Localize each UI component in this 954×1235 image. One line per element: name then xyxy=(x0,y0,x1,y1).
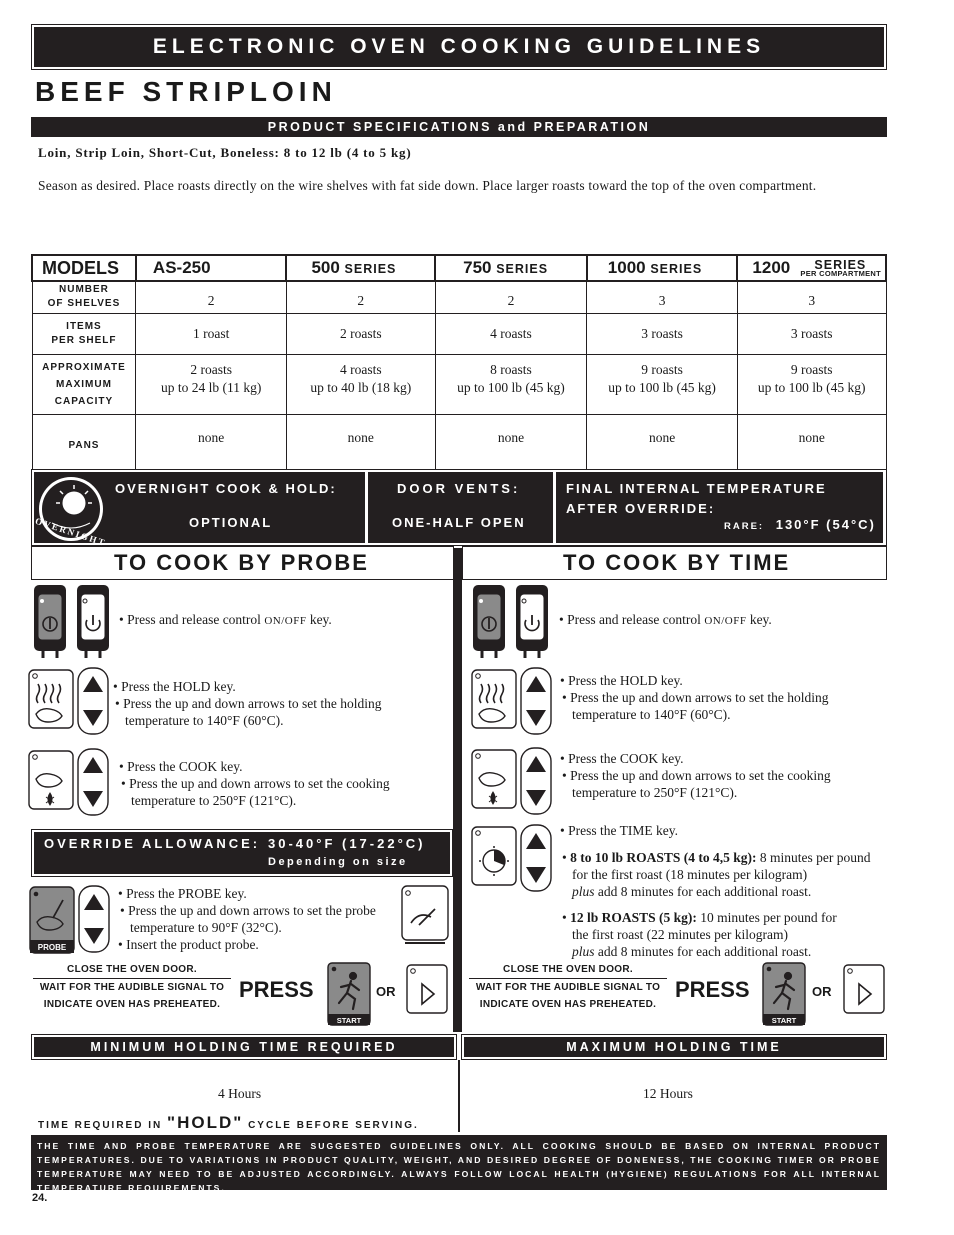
hold-note-key: "HOLD" xyxy=(167,1113,244,1132)
vents-value: ONE-HALF OPEN xyxy=(392,515,526,530)
table-cell: 3 xyxy=(737,281,886,313)
step-line: • Press the PROBE key. xyxy=(118,886,247,901)
row-label xyxy=(32,281,136,313)
override-allowance-inner xyxy=(34,832,450,874)
step-line: • Insert the product probe. xyxy=(118,937,259,952)
step-italic: plus xyxy=(572,944,595,959)
table-cell: 2 xyxy=(435,281,587,313)
override-value: 30-40°F (17-22°C) xyxy=(268,836,426,851)
press-label: PRESS xyxy=(239,977,314,1002)
step-text: 10 minutes per pound for the first roast (22 minutes per kilogram) xyxy=(572,910,837,942)
table-cell: 2 xyxy=(286,281,435,313)
table-cell: 3 roasts xyxy=(737,313,886,354)
final-temp-label-2: AFTER OVERRIDE: xyxy=(566,501,716,516)
table-cell xyxy=(435,354,587,414)
min-holding-bar xyxy=(31,1034,457,1060)
step-text: key. xyxy=(746,612,772,627)
model-name: 500 xyxy=(311,257,340,277)
row-label-line: CAPACITY xyxy=(54,395,114,407)
start-key-icon[interactable] xyxy=(327,962,371,1026)
time-step-4 xyxy=(560,822,890,900)
start-key-label: START xyxy=(771,1016,797,1025)
cell-line: 2 roasts xyxy=(190,361,232,377)
step-line: • Press the up and down arrows to set the cooking temperature to 250°F (121°C). xyxy=(121,776,390,808)
spec-section-bar: PRODUCT SPECIFICATIONS and PREPARATION xyxy=(31,117,887,137)
step-text: key. xyxy=(306,612,332,627)
hold-key-icon[interactable] xyxy=(28,668,110,736)
time-step-4c xyxy=(560,909,845,960)
start-key-icon[interactable] xyxy=(762,962,806,1026)
product-spec: Loin, Strip Loin, Short-Cut, Boneless: 8 to 12 lb (4 to 5 kg) xyxy=(38,145,412,160)
table-cell xyxy=(136,354,287,414)
cell-line: 9 roasts xyxy=(790,361,833,377)
model-as250 xyxy=(136,255,287,281)
model-series-note: PER COMPARTMENT xyxy=(800,269,882,278)
step-bold: 12 lb ROASTS (5 kg): xyxy=(570,910,697,925)
override-label: OVERRIDE ALLOWANCE: xyxy=(44,836,261,851)
row-label-line: APPROXIMATE xyxy=(42,361,126,373)
row-label-line: PER SHELF xyxy=(51,334,117,346)
preheat-note-time xyxy=(469,961,667,1013)
table-cell: 1 roast xyxy=(136,313,287,354)
row-label xyxy=(32,313,136,354)
overnight-logo-icon xyxy=(33,475,108,549)
product-title: BEEF STRIPLOIN xyxy=(35,76,337,107)
table-cell: none xyxy=(136,414,287,469)
cell-line: up to 40 lb (18 kg) xyxy=(310,379,412,395)
model-500 xyxy=(286,255,435,281)
probe-step-2 xyxy=(113,678,443,729)
row-label xyxy=(32,354,136,414)
step-text: add 8 minutes for each additional roast. xyxy=(594,944,812,959)
model-name: 1200 xyxy=(752,258,791,277)
step-line: • 12 lb ROASTS (5 kg): 10 minutes per pound for the first roast (22 minutes per kilogram) plus add 8 minutes for each additional roast. xyxy=(562,910,837,959)
step-line: • Press the up and down arrows to set the holding temperature to 140°F (60°C). xyxy=(115,696,382,728)
step-key: ON/OFF xyxy=(264,615,307,627)
step-line: • Press the TIME key. xyxy=(560,823,678,838)
step-italic: plus xyxy=(572,884,595,899)
settings-strip xyxy=(31,469,887,549)
probe-key-icon[interactable] xyxy=(29,886,111,954)
max-holding-label: MAXIMUM HOLDING TIME xyxy=(464,1037,884,1057)
play-key-icon[interactable] xyxy=(406,964,448,1014)
step-text: • Press and release control xyxy=(559,612,705,627)
rare-value: 130°F (54°C) xyxy=(775,517,876,532)
table-cell: none xyxy=(737,414,886,469)
step-line: • Press the up and down arrows to set the probe temperature to 90°F (32°C). xyxy=(120,903,376,935)
cell-line: up to 100 lb (45 kg) xyxy=(757,379,866,395)
final-temp-rare xyxy=(724,517,876,532)
model-name: 1000 xyxy=(607,257,646,277)
model-series: SERIES xyxy=(344,261,397,276)
cook-key-icon[interactable] xyxy=(28,749,110,817)
cell-line: 8 roasts xyxy=(490,361,532,377)
row-label-line: ITEMS xyxy=(66,320,102,332)
or-label: OR xyxy=(376,984,396,999)
step-text: 8 minutes per pound for the first roast (18 minutes per kilogram) xyxy=(572,850,871,882)
model-1000 xyxy=(587,255,738,281)
play-key-icon[interactable] xyxy=(843,964,885,1014)
model-1200 xyxy=(737,255,886,281)
final-temp-cell xyxy=(556,472,883,543)
disclaimer-box: THE TIME AND PROBE TEMPERATURE ARE SUGGESTED GUIDELINES ONLY. ALL COOKING SHOULD BE BASED ON INTERNAL PRODUCT TEMPERATURES. DUE TO VARIATIONS IN PRODUCT QUALITY, WEIGHT, AND DESIRED DEGREE OF DONENESS, THE COOKING TIMER OR PROBE TEMPERATURE MAY NEED TO BE ADJUSTED ACCORDINGLY. ALWAYS FOLLOW LOCAL HEALTH (HYGIENE) REGULATIONS FOR ALL INTERNAL TEMPERATURE REQUIREMENTS. xyxy=(31,1135,887,1190)
model-name: AS-250 xyxy=(152,258,211,277)
model-series: SERIES xyxy=(650,261,703,276)
model-name: 750 xyxy=(463,257,492,277)
row-label: PANS xyxy=(32,414,136,469)
step-bold: 8 to 10 lb ROASTS (4 to 4,5 kg): xyxy=(570,850,757,865)
time-step-4b: • 8 to 10 lb ROASTS (4 to 4,5 kg): 8 minutes per pound for the first roast (18 minutes per kilogram) plus add 8 minutes for each additional roast. xyxy=(562,850,871,899)
min-holding-label: MINIMUM HOLDING TIME REQUIRED xyxy=(34,1037,454,1057)
overnight-logo-text: OVERNIGHT xyxy=(33,515,108,549)
table-cell: 2 xyxy=(136,281,287,313)
table-cell: none xyxy=(286,414,435,469)
hold-note-text: TIME REQUIRED IN xyxy=(38,1120,168,1131)
models-header-label: MODELS xyxy=(32,255,136,281)
probe-step-1 xyxy=(119,611,332,630)
table-row xyxy=(32,414,886,469)
step-line: • Press the COOK key. xyxy=(119,759,243,774)
final-temp-label-1: FINAL INTERNAL TEMPERATURE xyxy=(566,481,827,496)
preheat-note-probe xyxy=(33,961,231,1013)
models-header-row xyxy=(32,255,886,281)
rare-label: RARE: xyxy=(724,521,765,532)
table-row xyxy=(32,313,886,354)
table-cell xyxy=(286,354,435,414)
time-step-3 xyxy=(560,750,885,801)
preheat-line: WAIT FOR THE AUDIBLE SIGNAL TO xyxy=(475,982,661,993)
min-holding-value: 4 Hours xyxy=(218,1086,262,1101)
hold-note-text: CYCLE BEFORE SERVING. xyxy=(243,1120,419,1131)
overnight-label: OVERNIGHT COOK & HOLD: xyxy=(115,481,337,496)
table-cell: none xyxy=(435,414,587,469)
row-label-line: NUMBER xyxy=(59,284,109,296)
table-cell: 3 xyxy=(587,281,738,313)
models-table xyxy=(31,254,887,470)
cell-line: up to 24 lb (11 kg) xyxy=(160,379,262,395)
override-note: Depending on size xyxy=(268,856,408,868)
cell-line: up to 100 lb (45 kg) xyxy=(457,379,565,395)
row-label-line: MAXIMUM xyxy=(56,378,112,390)
table-cell: 3 roasts xyxy=(587,313,738,354)
max-holding-bar xyxy=(461,1034,887,1060)
row-label-line: OF SHELVES xyxy=(47,298,121,310)
table-row xyxy=(32,281,886,313)
on-off-keys-icon[interactable] xyxy=(33,584,111,660)
model-series: SERIES xyxy=(496,261,549,276)
column-divider xyxy=(453,548,462,1032)
column-divider-lower xyxy=(458,1060,460,1132)
table-row xyxy=(32,354,886,414)
probe-key-label: PROBE xyxy=(37,943,67,952)
step-line: • Press the COOK key. xyxy=(560,751,684,766)
cell-line: 9 roasts xyxy=(641,361,683,377)
model-series: SERIES xyxy=(814,258,867,272)
step-text: • Press and release control xyxy=(119,612,265,627)
table-cell: 2 roasts xyxy=(286,313,435,354)
hold-key-icon[interactable] xyxy=(471,668,553,736)
cell-line: up to 100 lb (45 kg) xyxy=(608,379,716,395)
guidelines-title: ELECTRONIC OVEN COOKING GUIDELINES xyxy=(34,27,884,67)
or-label: OR xyxy=(812,984,832,999)
overnight-cell xyxy=(33,472,365,549)
time-step-1 xyxy=(559,611,772,630)
vents-cell xyxy=(368,472,553,543)
step-line: • Press the up and down arrows to set the cooking temperature to 250°F (121°C). xyxy=(562,768,831,800)
preheat-line: INDICATE OVEN HAS PREHEATED. xyxy=(479,999,657,1010)
table-cell xyxy=(587,354,738,414)
preparation-text: Season as desired. Place roasts directly on the wire shelves with fat side down. Place larger roasts toward the top of the oven compartment. xyxy=(38,178,817,193)
guidelines-title-box xyxy=(31,24,887,70)
time-key-icon[interactable] xyxy=(471,825,553,893)
preheat-line: INDICATE OVEN HAS PREHEATED. xyxy=(43,999,221,1010)
step-text: add 8 minutes for each additional roast. xyxy=(594,884,812,899)
table-cell: 4 roasts xyxy=(435,313,587,354)
cook-key-icon[interactable] xyxy=(471,748,553,816)
step-line: • Press the up and down arrows to set the holding temperature to 140°F (60°C). xyxy=(562,690,829,722)
probe-step-3 xyxy=(119,758,449,809)
table-cell: none xyxy=(587,414,738,469)
press-label: PRESS xyxy=(675,977,750,1002)
preheat-line: CLOSE THE OVEN DOOR. xyxy=(469,961,667,979)
time-step-2 xyxy=(560,672,885,723)
max-holding-value: 12 Hours xyxy=(643,1086,693,1101)
model-750 xyxy=(435,255,587,281)
time-heading: TO COOK BY TIME xyxy=(462,546,887,580)
overnight-value: OPTIONAL xyxy=(189,515,273,530)
hold-cycle-note xyxy=(38,1113,419,1133)
step-line: • Press the HOLD key. xyxy=(113,679,236,694)
cell-line: 4 roasts xyxy=(339,361,382,377)
probe-insert-icon xyxy=(401,885,449,945)
start-key-label: START xyxy=(336,1016,362,1025)
probe-heading: TO COOK BY PROBE xyxy=(31,546,454,580)
probe-step-4 xyxy=(118,885,393,953)
step-line: • Press the HOLD key. xyxy=(560,673,683,688)
vents-label: DOOR VENTS: xyxy=(397,481,521,496)
step-key: ON/OFF xyxy=(704,615,747,627)
table-cell xyxy=(737,354,886,414)
preheat-line: WAIT FOR THE AUDIBLE SIGNAL TO xyxy=(39,982,225,993)
override-allowance-box xyxy=(31,829,453,877)
on-off-keys-icon[interactable] xyxy=(472,584,550,660)
page-number: 24. xyxy=(32,1192,48,1204)
preheat-line: CLOSE THE OVEN DOOR. xyxy=(33,961,231,979)
